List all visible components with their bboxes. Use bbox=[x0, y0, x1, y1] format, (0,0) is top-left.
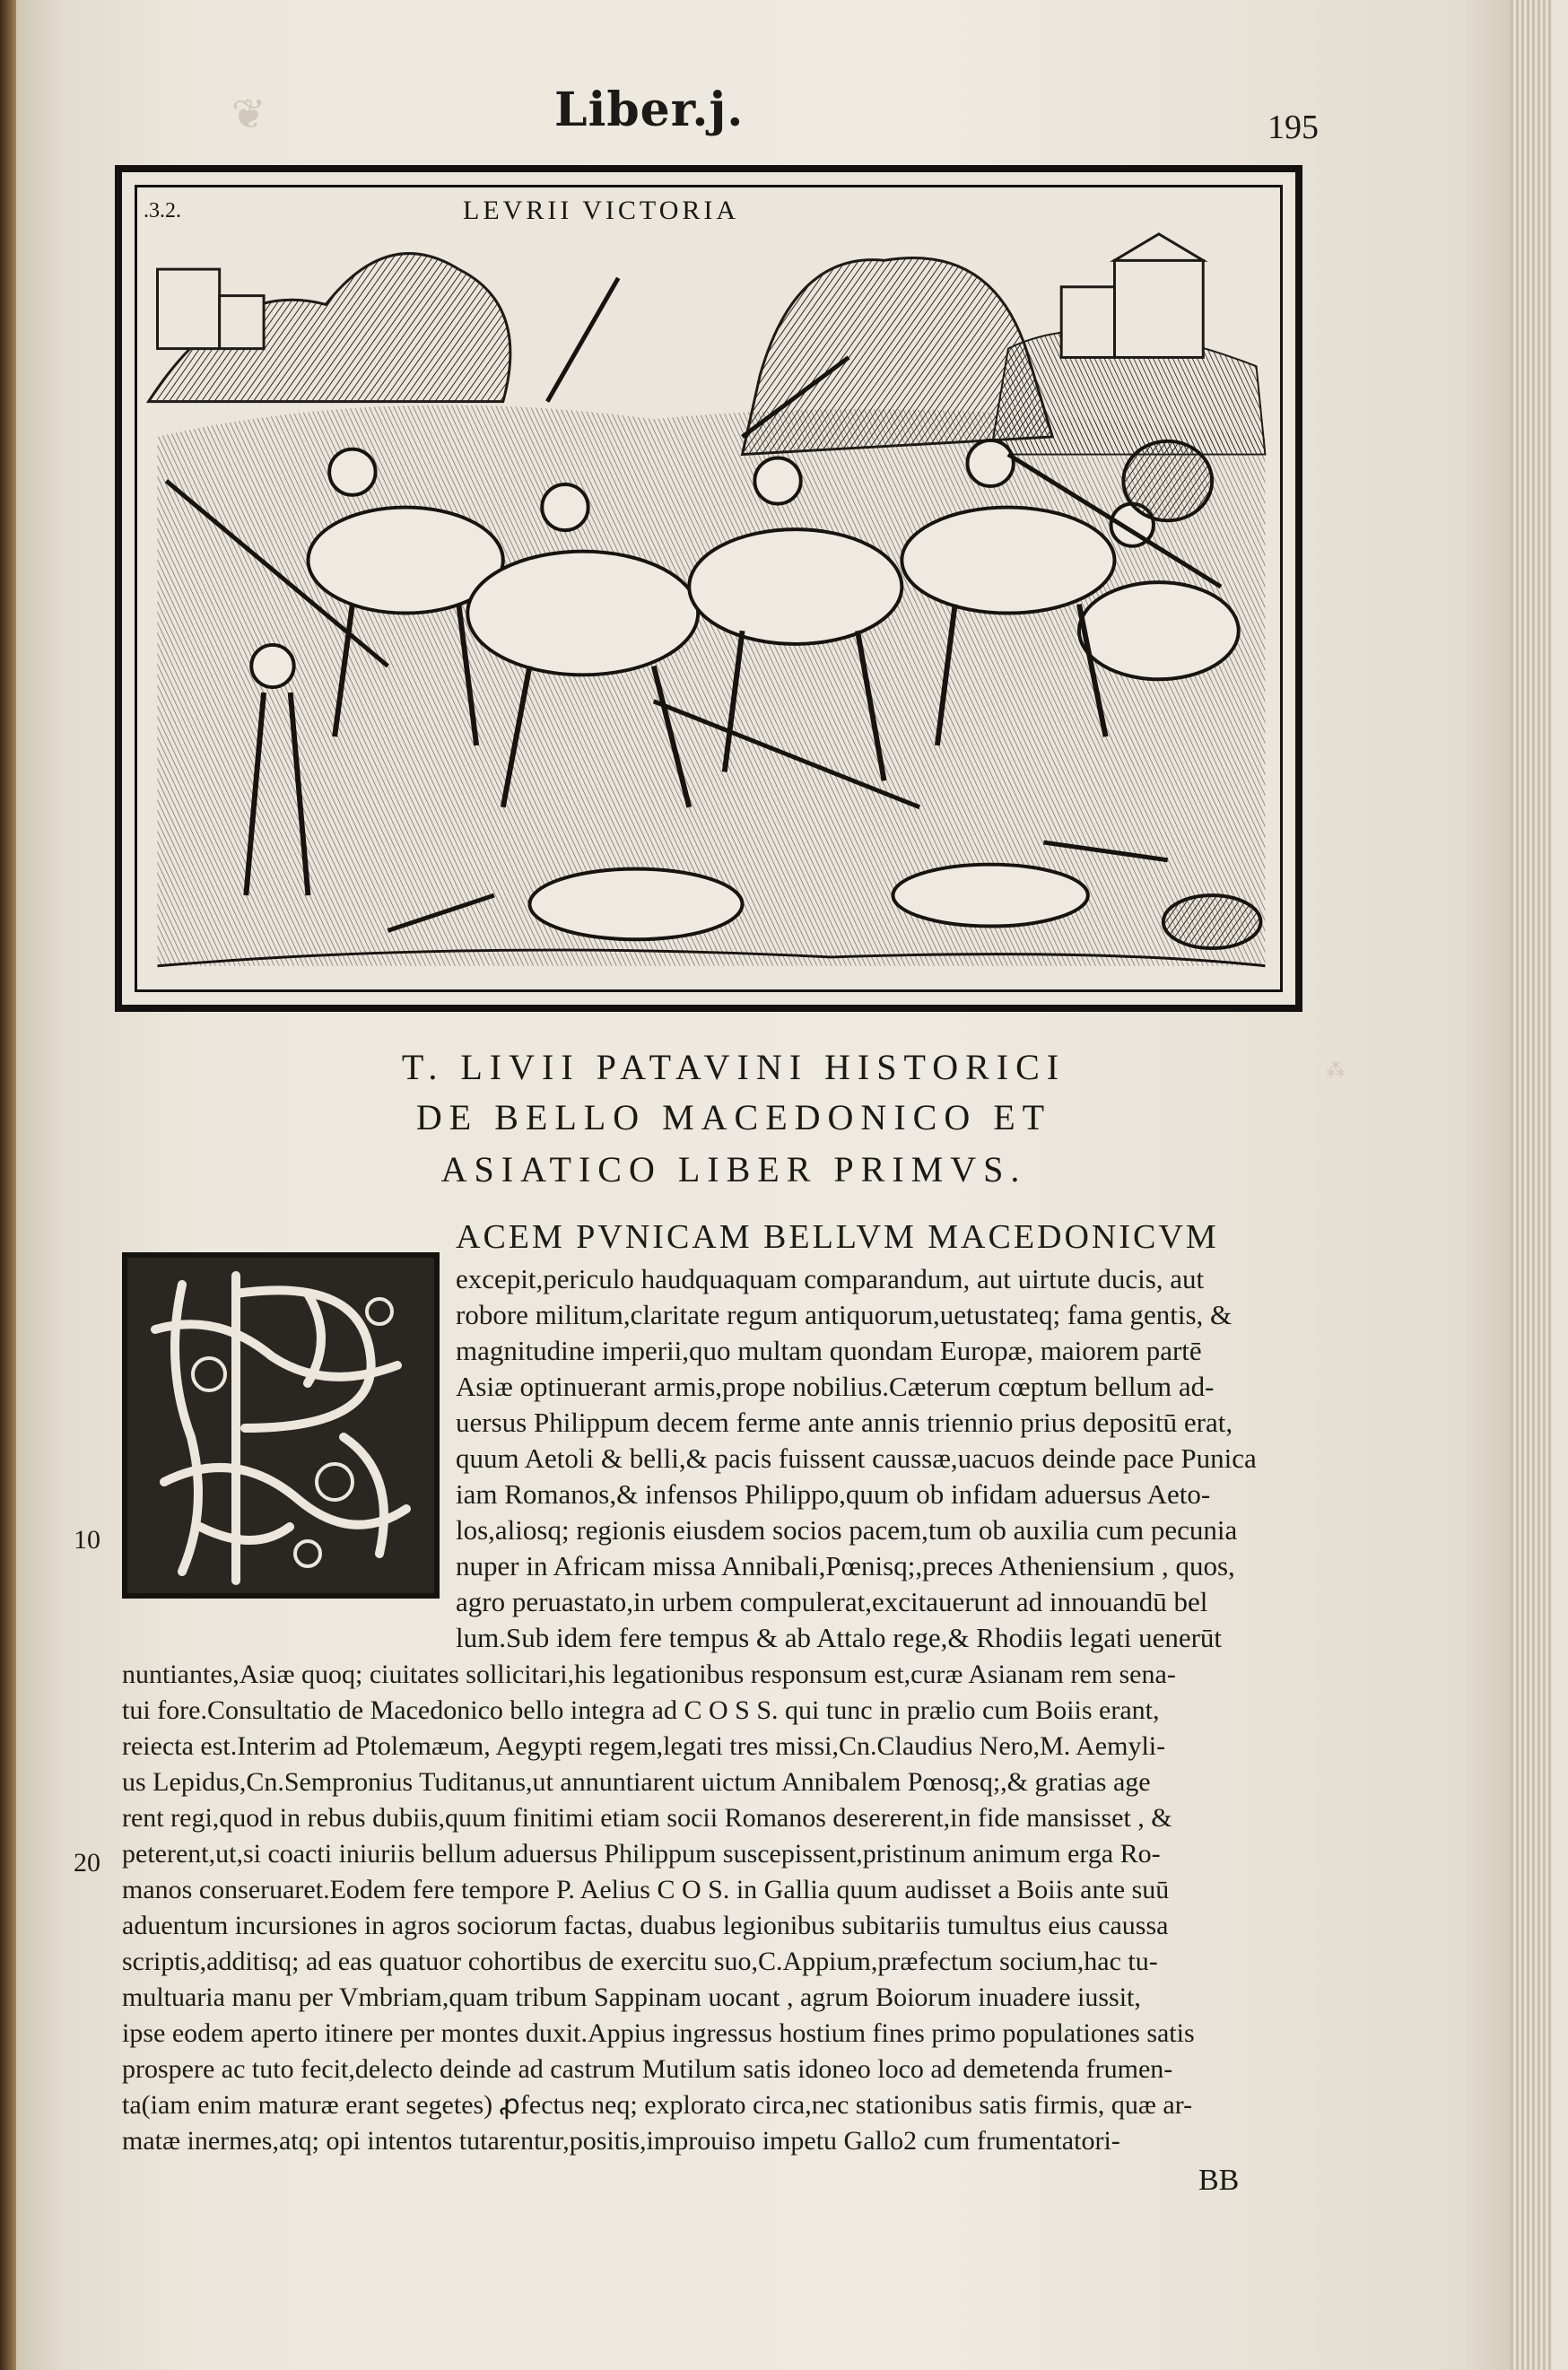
book-page bbox=[16, 0, 1552, 2370]
margin-line-number-20: 20 bbox=[74, 1848, 100, 1878]
body-line-20: scriptis,additisq; ad eas quatuor cohortibus de exercitu suo,C.Appium,præfectum socium,hac tu- bbox=[122, 1947, 1158, 1976]
body-line-5: uersus Philippum decem ferme ante annis triennio prius depositū erat, bbox=[456, 1407, 1233, 1438]
initial-ornament-image bbox=[127, 1258, 434, 1593]
body-line-8: los,aliosq; regionis eiusdem socios pacem,tum ob auxilia cum pecunia bbox=[456, 1514, 1238, 1546]
body-line-14: reiecta est.Interim ad Ptolemæum, Aegypti regem,legati tres missi,Cn.Claudius Nero,M. Aemyli- bbox=[122, 1731, 1166, 1761]
page-number: 195 bbox=[1267, 109, 1319, 146]
body-line-18: manos conseruaret.Eodem fere tempore P. Aelius C O S. in Gallia quum audisset a Boiis ante suū bbox=[122, 1875, 1170, 1904]
body-line-1: excepit,periculo haudquaquam comparandum, aut uirtute ducis, aut bbox=[456, 1263, 1205, 1294]
body-line-12: nuntiantes,Asiæ quoq; ciuitates sollicitari,his legationibus responsum est,curæ Asianam rem sena- bbox=[122, 1660, 1176, 1689]
battle-scene-image bbox=[122, 172, 1295, 1005]
body-line-15: us Lepidus,Cn.Sempronius Tuditanus,ut annuntiarent uictum Annibalem Pœnosq;,& gratias age bbox=[122, 1767, 1151, 1797]
page-edges bbox=[1511, 0, 1552, 2370]
body-line-25: matæ inermes,atq; opi intentos tutarentur,positis,improuiso impetu Gallo2 cum frumentatori- bbox=[122, 2126, 1120, 2156]
body-line-9: nuper in Africam missa Annibali,Pœnisq;,preces Atheniensium , quos, bbox=[456, 1550, 1235, 1581]
show-through-margin: ⁂ bbox=[1326, 1059, 1346, 1081]
body-line-13: tui fore.Consultatio de Macedonico bello integra ad C O S S. qui tunc in prælio cum Boiis erant, bbox=[122, 1695, 1160, 1725]
title-line-2: DE BELLO MACEDONICO ET bbox=[415, 1097, 1052, 1137]
title-line-1: T. LIVII PATAVINI HISTORICI bbox=[401, 1047, 1067, 1087]
body-line-4: Asiæ optinuerant armis,prope nobilius.Cæterum cœptum bellum ad- bbox=[456, 1371, 1215, 1402]
body-line-24: ta(iam enim maturæ erant segetes) ꝓfectus neq; explorato circa,nec stationibus satis firmis, quæ ar- bbox=[122, 2090, 1193, 2120]
body-line-19: aduentum incursiones in agros sociorum factas, duabus legionibus subitariis tumultus eius caussa bbox=[122, 1911, 1169, 1940]
body-line-21: multuaria manu per Vmbriam,quam tribum Sappinam uocant , agrum Boiorum inuadere iussit, bbox=[122, 1982, 1141, 2012]
signature-mark: BB bbox=[1198, 2164, 1240, 2197]
body-line-16: rent regi,quod in rebus dubiis,quum finitimi etiam socii Romanos desererent,in fide mansisset , & bbox=[122, 1803, 1172, 1833]
show-through-text: ❦ bbox=[231, 91, 266, 137]
body-line-11: lum.Sub idem fere tempus & ab Attalo rege,& Rhodiis legati uenerūt bbox=[456, 1622, 1223, 1653]
woodcut-caption: LEVRII VICTORIA bbox=[463, 196, 740, 225]
body-line-2: robore militum,claritate regum antiquorum,uetustateq; fama gentis, & bbox=[456, 1299, 1233, 1330]
margin-line-number-10: 10 bbox=[74, 1525, 100, 1555]
woodcut-number: .3.2. bbox=[144, 199, 181, 222]
body-line-6: quum Aetoli & belli,& pacis fuissent caussæ,uacuos deinde pace Punica bbox=[456, 1442, 1257, 1474]
body-line-10: agro peruastato,in urbem compulerat,excitauerunt ad innouandū bel bbox=[456, 1586, 1208, 1617]
running-head: Liber.j. bbox=[554, 83, 745, 137]
opening-line: ACEM PVNICAM BELLVM MACEDONICVM bbox=[456, 1218, 1219, 1256]
body-line-17: peterent,ut,si coacti iniuriis bellum aduersus Philippum suscepissent,pristinum animum erga Ro- bbox=[122, 1839, 1161, 1869]
body-line-22: ipse eodem aperto itinere per montes duxit.Appius ingressus hostium fines primo populationes satis bbox=[122, 2018, 1195, 2048]
decorated-initial-p bbox=[122, 1252, 440, 1599]
title-line-3: ASIATICO LIBER PRIMVS. bbox=[440, 1149, 1027, 1189]
body-line-23: prospere ac tuto fecit,delecto deinde ad castrum Mutilum satis idoneo loco ad demetenda frumen- bbox=[122, 2054, 1173, 2084]
body-line-7: iam Romanos,& infensos Philippo,quum ob infidam aduersus Aeto- bbox=[456, 1478, 1211, 1510]
woodcut-illustration bbox=[115, 165, 1302, 1012]
body-line-3: magnitudine imperii,quo multam quondam Europæ, maiorem partē bbox=[456, 1335, 1202, 1366]
